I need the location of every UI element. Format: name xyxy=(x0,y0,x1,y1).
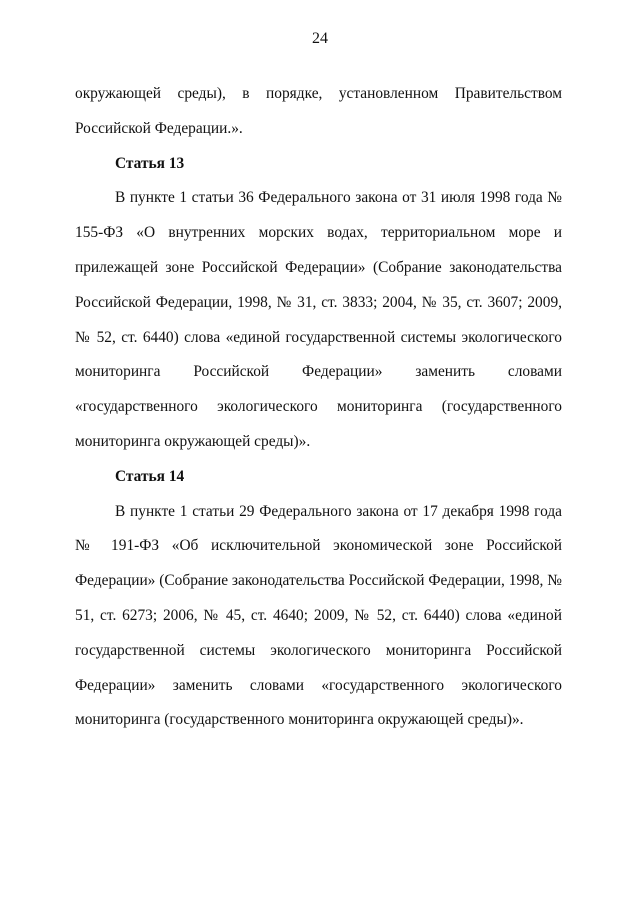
article-14-heading: Статья 14 xyxy=(115,467,185,485)
article-13-heading: Статья 13 xyxy=(115,154,185,172)
document-body xyxy=(75,77,562,738)
page-number: 24 xyxy=(312,30,328,47)
article-13-text: В пункте 1 статьи 36 Федерального закона от 31 июля 1998 года № 155-ФЗ «О внутренних морских водах, территориальном море и прилежащей зоне Российской Федерации» (Собрание законодательства Российской Федерации, 1998, № 31, ст. 3833; 2004, № 35, ст. 3607; 2009, № 52, ст. 6440) слова «единой государственной системы экологического мониторинга Российской Федерации» заменить словами «государственного экологического мониторинга (государственного мониторинга окружающей среды)». xyxy=(75,189,562,450)
article-14-text: В пункте 1 статьи 29 Федерального закона от 17 декабря 1998 года № 191-ФЗ «Об исключительной экономической зоне Российской Федерации» (Собрание законодательства Российской Федерации, 1998, № 51, ст. 6273; 2006, № 45, ст. 4640; 2009, № 52, ст. 6440) слова «единой государственной системы экологического мониторинга Российской Федерации» заменить словами «государственного экологического мониторинга (государственного мониторинга окружающей среды)». xyxy=(75,502,562,729)
intro-paragraph: окружающей среды), в порядке, установленном Правительством Российской Федерации.». xyxy=(75,85,562,137)
